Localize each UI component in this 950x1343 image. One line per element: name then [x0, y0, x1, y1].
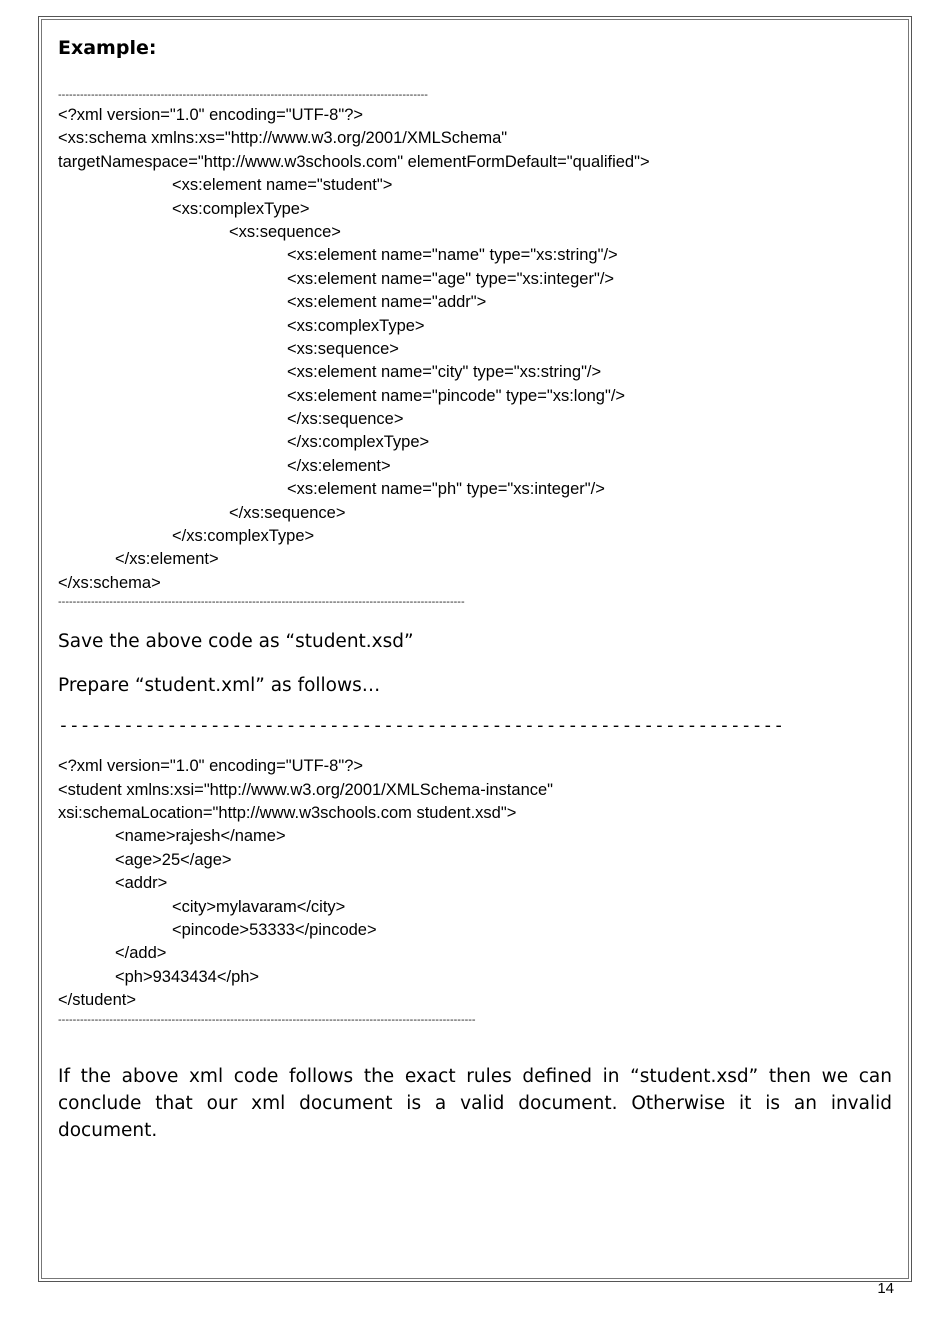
- save-instruction: Save the above code as “student.xsd”: [58, 631, 414, 653]
- xsd-code-line: targetNamespace="http://www.w3schools.com" elementFormDefault="qualified">: [58, 152, 650, 171]
- prepare-instruction: Prepare “student.xml” as follows…: [58, 675, 381, 697]
- xsd-code-block: [58, 104, 892, 595]
- xml-code-block: [58, 755, 892, 1012]
- xsd-code-line: <xs:schema xmlns:xs="http://www.w3.org/2001/XMLSchema": [58, 129, 508, 148]
- xsd-code-line: </xs:schema>: [58, 573, 161, 592]
- xsd-code-line: <xs:element name="city" type="xs:string"/>: [287, 363, 602, 382]
- xsd-code-line: </xs:sequence>: [229, 503, 346, 522]
- xml-code-line: xsi:schemaLocation="http://www.w3schools.com student.xsd">: [58, 803, 517, 822]
- xsd-code-line: <xs:element name="addr">: [287, 293, 487, 312]
- xml-code-line: <age>25</age>: [115, 850, 232, 869]
- xml-code-line: <addr>: [115, 874, 168, 893]
- separator-line: ------------------------------------------------------------------------------------------------------------------: [58, 1013, 476, 1026]
- xml-code-line: <ph>9343434</ph>: [115, 967, 260, 986]
- xml-code-line: <student xmlns:xsi="http://www.w3.org/2001/XMLSchema-instance": [58, 780, 554, 799]
- separator-line: -------------------------------------------------------------------: [58, 715, 785, 737]
- xsd-code-line: <?xml version="1.0" encoding="UTF-8"?>: [58, 106, 364, 124]
- xsd-code-line: <xs:complexType>: [172, 199, 310, 218]
- xsd-code-line: </xs:complexType>: [287, 433, 430, 452]
- example-heading: Example:: [58, 37, 157, 59]
- conclusion-paragraph: If the above xml code follows the exact rules defined in “student.xsd” then we can conclude that our xml document is a valid document. Otherwise it is an invalid document.: [58, 1065, 892, 1141]
- xsd-code-line: <xs:element name="age" type="xs:integer"/>: [287, 269, 615, 288]
- xsd-code-line: </xs:complexType>: [172, 527, 315, 546]
- xsd-code-line: <xs:element name="pincode" type="xs:long"/>: [287, 386, 626, 405]
- separator-line: -----------------------------------------------------------------------------------------------------: [58, 89, 428, 101]
- xml-code-line: </add>: [115, 944, 167, 963]
- xsd-code-line: <xs:complexType>: [287, 316, 425, 335]
- xsd-code-line: <xs:element name="student">: [172, 176, 393, 195]
- xml-code-line: <?xml version="1.0" encoding="UTF-8"?>: [58, 757, 364, 776]
- xml-code-line: </student>: [58, 991, 136, 1010]
- xml-code-line: <pincode>53333</pincode>: [172, 920, 377, 939]
- xsd-code-line: <xs:sequence>: [229, 222, 341, 241]
- xml-code-line: <city>mylavaram</city>: [172, 897, 346, 916]
- xsd-code-line: <xs:sequence>: [287, 339, 399, 358]
- xml-code-line: <name>rajesh</name>: [115, 827, 286, 846]
- xsd-code-line: <xs:element name="name" type="xs:string"/>: [287, 246, 618, 265]
- xsd-code-line: </xs:sequence>: [287, 410, 404, 429]
- separator-line: ---------------------------------------------------------------------------------------------------------------: [58, 596, 465, 609]
- xsd-code-line: </xs:element>: [287, 456, 391, 475]
- page-content: [58, 36, 892, 1144]
- xsd-code-line: </xs:element>: [115, 550, 219, 569]
- xsd-code-line: <xs:element name="ph" type="xs:integer"/>: [287, 480, 605, 499]
- page-number: 14: [877, 1280, 894, 1297]
